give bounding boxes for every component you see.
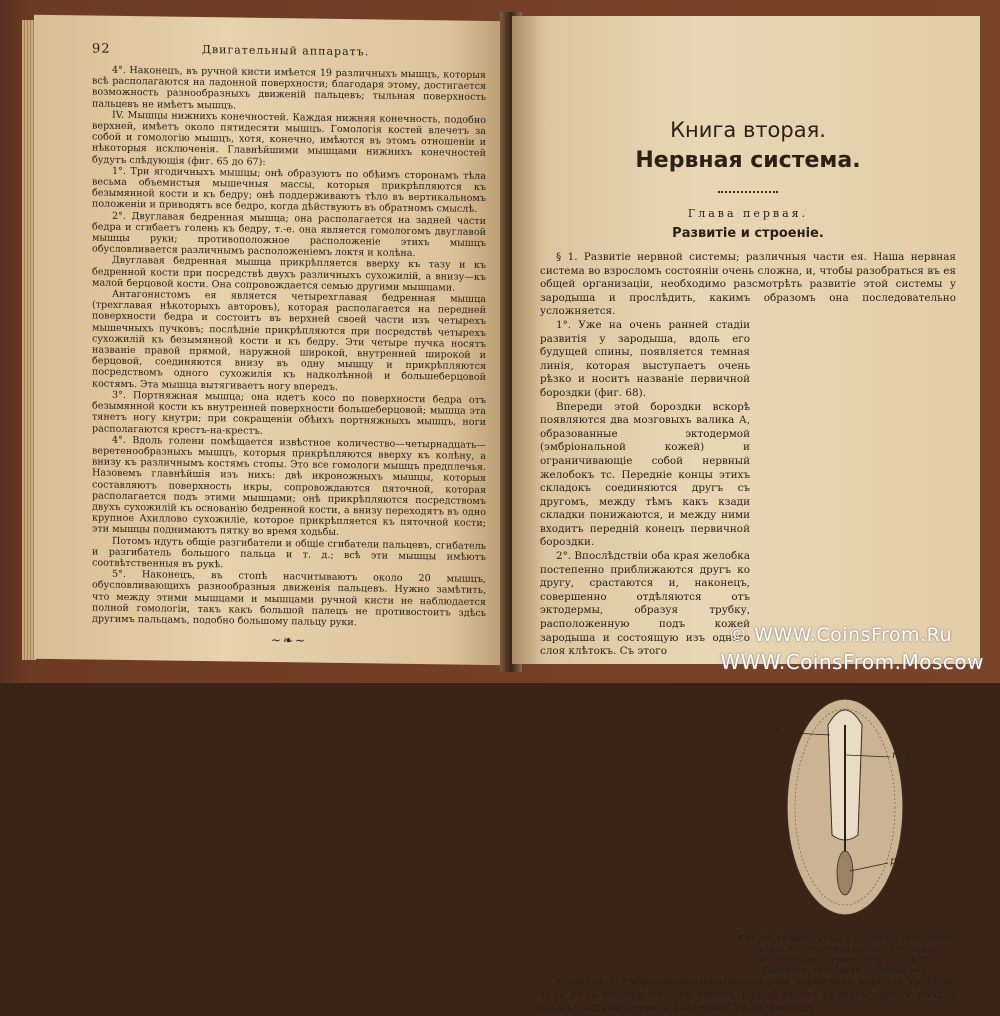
paragraph: 1°. Три ягодичныхъ мышцы; онѣ образуютъ по обѣимъ сторонамъ тѣла весьма объемистыя мышечныя массы, которыя прикрѣпляются къ безымянной кости и къ бедру; онѣ поддерживаютъ тѣло въ вертикальномъ положеніи и приводятъ все бедро, когда дѣйствуютъ въ обратномъ смыслѣ. bbox=[92, 165, 486, 216]
book-title: Книга вторая. bbox=[670, 118, 826, 142]
paragraph: 4°. Вдоль голени помѣщается извѣстное количество—четырнадцать—веретенообразныхъ мышцъ, которыя прикрѣпляются вверху къ колѣну, а внизу къ различнымъ костямъ стопы. Это все гомологи мышцъ предплечья. Назовемъ главнѣйшія изъ нихъ: двѣ икроножныхъ мышцы, которыя составляютъ поверхность икры, сопровождаются пяточной, которая располагается подъ этими мышцами; онѣ прикрѣпляются посредствомъ двухъ сухожилій къ основанію бедренной кости, а внизу переходятъ въ одно крупное Ахиллово сухожиліе, которое прикрѣпляется къ пяточной кости; эти мышцы поднимаютъ пятку во время ходьбы. bbox=[92, 434, 486, 539]
paragraph: момента это образованіе называется уже первичной нервной трубкой, такъ какъ именно она, въ своемъ дальнѣйшемъ развитіи, даетъ начало всѣмъ частямъ нервной системы (П и Ш, фиг. 69). bbox=[540, 975, 956, 1015]
paragraph: 1°. Уже на очень ранней стадіи развитія у зародыша, вдоль его будущей спины, появляется темная линія, которая выступаетъ очень рѣзко и носитъ названіе первичной бороздки (фиг. 68). bbox=[540, 318, 750, 399]
paragraph: Впереди этой бороздки вскорѣ появляются два мозговыхъ валика А, образованные эктодермой (эмбріональной кожей) и ограничивающіе собой нервный желобокъ тс. Передніе концы этихъ складокъ соединяются другъ съ другомъ, между тѣмъ какъ кзади складки понижаются, и между ними входитъ передній конецъ первичной бороздки. bbox=[540, 400, 750, 549]
running-head bbox=[92, 42, 486, 63]
text-column bbox=[540, 319, 750, 659]
left-body-text bbox=[92, 65, 486, 631]
figure-68 bbox=[734, 695, 956, 975]
figure-label-tc: т.с bbox=[892, 749, 911, 761]
watermark: WWW.CoinsFrom.Moscow bbox=[720, 650, 984, 674]
divider bbox=[718, 191, 778, 193]
figure-caption: Фиг. 68. Развитіе мозга. - Зародышъ со спинной стороны: А — мозговыя валики; тс—нервный желобокъ; pr—первичная бороздка (О. Гершвигъ, «Учебникъ эмбріологіи»). bbox=[738, 932, 952, 975]
embryo-illustration bbox=[770, 695, 920, 925]
running-head-title: Двигательный аппаратъ. bbox=[202, 43, 370, 59]
paragraph: 2°. Двуглавая бедренная мышца; она располагается на задней части бедра и сгибаетъ голень къ бедру, т.-е. она является гомологомъ двуглавой мышцы руки; противоположное расположеніе этихъ мышцъ обусловливается различнымъ расположеніемъ локтя и колѣна. bbox=[92, 210, 486, 260]
figure-label-a: A bbox=[772, 725, 780, 737]
paragraph: 4°. Наконецъ, въ ручной кисти имѣется 19 различныхъ мышцъ, которыя всѣ располагаются на ладонной поверхности; благодаря этому, достигается возможность разнообразныхъ движеній пальцевъ; тыльная поверхность пальцевъ не имѣетъ мышцъ. bbox=[92, 64, 486, 112]
right-page bbox=[512, 16, 980, 1015]
paragraph: Антагонистомъ ея является четырехглавая бедренная мышца (трехглавая нѣкоторыхъ авторовъ), которая располагается на передней поверхности бедра и состоитъ въ верхней своей части изъ четырехъ мышечныхъ пучковъ; послѣдніе прикрѣпляются при посредствѣ четырехъ сухожилій къ безымянной кости и къ бедру. Эти четыре пучка носятъ названіе правой прямой, наружной широкой, внутренней широкой и берцовой, соединяются внизу въ одну мышцу и прикрѣпляются посредствомъ одного сухожилія къ надколѣнной и большеберцовой костямъ. Эта мышца вытягиваетъ ногу впередъ. bbox=[92, 288, 486, 393]
book-subtitle: Нервная система. bbox=[635, 148, 861, 173]
paragraph: 2°. Впослѣдствіи оба края желобка постепенно приближаются другъ ко другу, срастаются и, наконецъ, совершенно отдѣляются отъ эктодермы, образуя трубку, расположенную подъ кожей зародыша и состоящую изъ одного слоя клѣтокъ. Съ этого bbox=[540, 550, 750, 658]
paragraph: § 1. Развитіе нервной системы; различныя части ея. Наша нервная система во взросломъ состояніи очень сложна, и, чтобы разобраться въ ея общей организаціи, необходимо разсмотрѣть развитіе этой системы у зародыша и прослѣдить, какимъ образомъ она последовательно усложняется. bbox=[540, 251, 956, 318]
paragraph: IV. Мышцы нижнихъ конечностей. Каждая нижняя конечность, подобно верхней, имѣетъ около пятидесяти мышцъ. Гомологія костей влечетъ за собой и гомологію мышцъ, хотя, конечно, имѣются въ этомъ отношеніи и нѣкоторыя исключенія. Главнѣйшими мышцами нижнихъ конечностей будутъ слѣдующія (фиг. 65 до 67): bbox=[92, 109, 486, 168]
paragraph: Двуглавая бедренная мышца прикрѣпляется вверху къ тазу и къ бедренной кости при посредствѣ двухъ различныхъ сухожилій, а внизу—къ малой берцовой кости. Она сопровождается семью другими мышцами. bbox=[92, 255, 486, 294]
page-number: 92 bbox=[92, 41, 111, 57]
paragraph: 5°. Наконецъ, въ стопѣ насчитываютъ около 20 мышцъ, обусловливающихъ разнообразныя движенія пальцевъ. Нужно замѣтить, что между этими мышцами и мышцами ручной кисти не наблюдается полной гомологіи, такъ какъ большой палецъ не противостоитъ здѣсь другимъ пальцамъ, подобно большому пальцу руки. bbox=[92, 568, 486, 629]
watermark: © WWW.CoinsFrom.Ru bbox=[728, 624, 952, 646]
chapter-heading: Глава первая. bbox=[687, 207, 809, 220]
ornament: ~❧~ bbox=[270, 633, 308, 648]
figure-label-pr: pr bbox=[890, 855, 902, 867]
paragraph: 3°. Портняжная мышца; она идетъ косо по поверхности бедра отъ безымянной кости къ внутренней поверхности большеберцовой; мышца эта тянетъ ногу кнутри; при сокращеніи обѣихъ портняжныхъ мышцъ, ноги располагаются крестъ-на-крестъ. bbox=[92, 389, 486, 437]
left-page bbox=[34, 15, 508, 666]
paragraph: Потомъ идутъ общіе разгибатели и общіе сгибатели пальцевъ, сгибатель и разгибатель большого пальца и т. д.; всѣ эти мышцы имѣютъ соотвѣтственныя въ рукѣ. bbox=[92, 535, 486, 571]
chapter-subtitle: Развитіе и строеніе. bbox=[672, 226, 824, 241]
